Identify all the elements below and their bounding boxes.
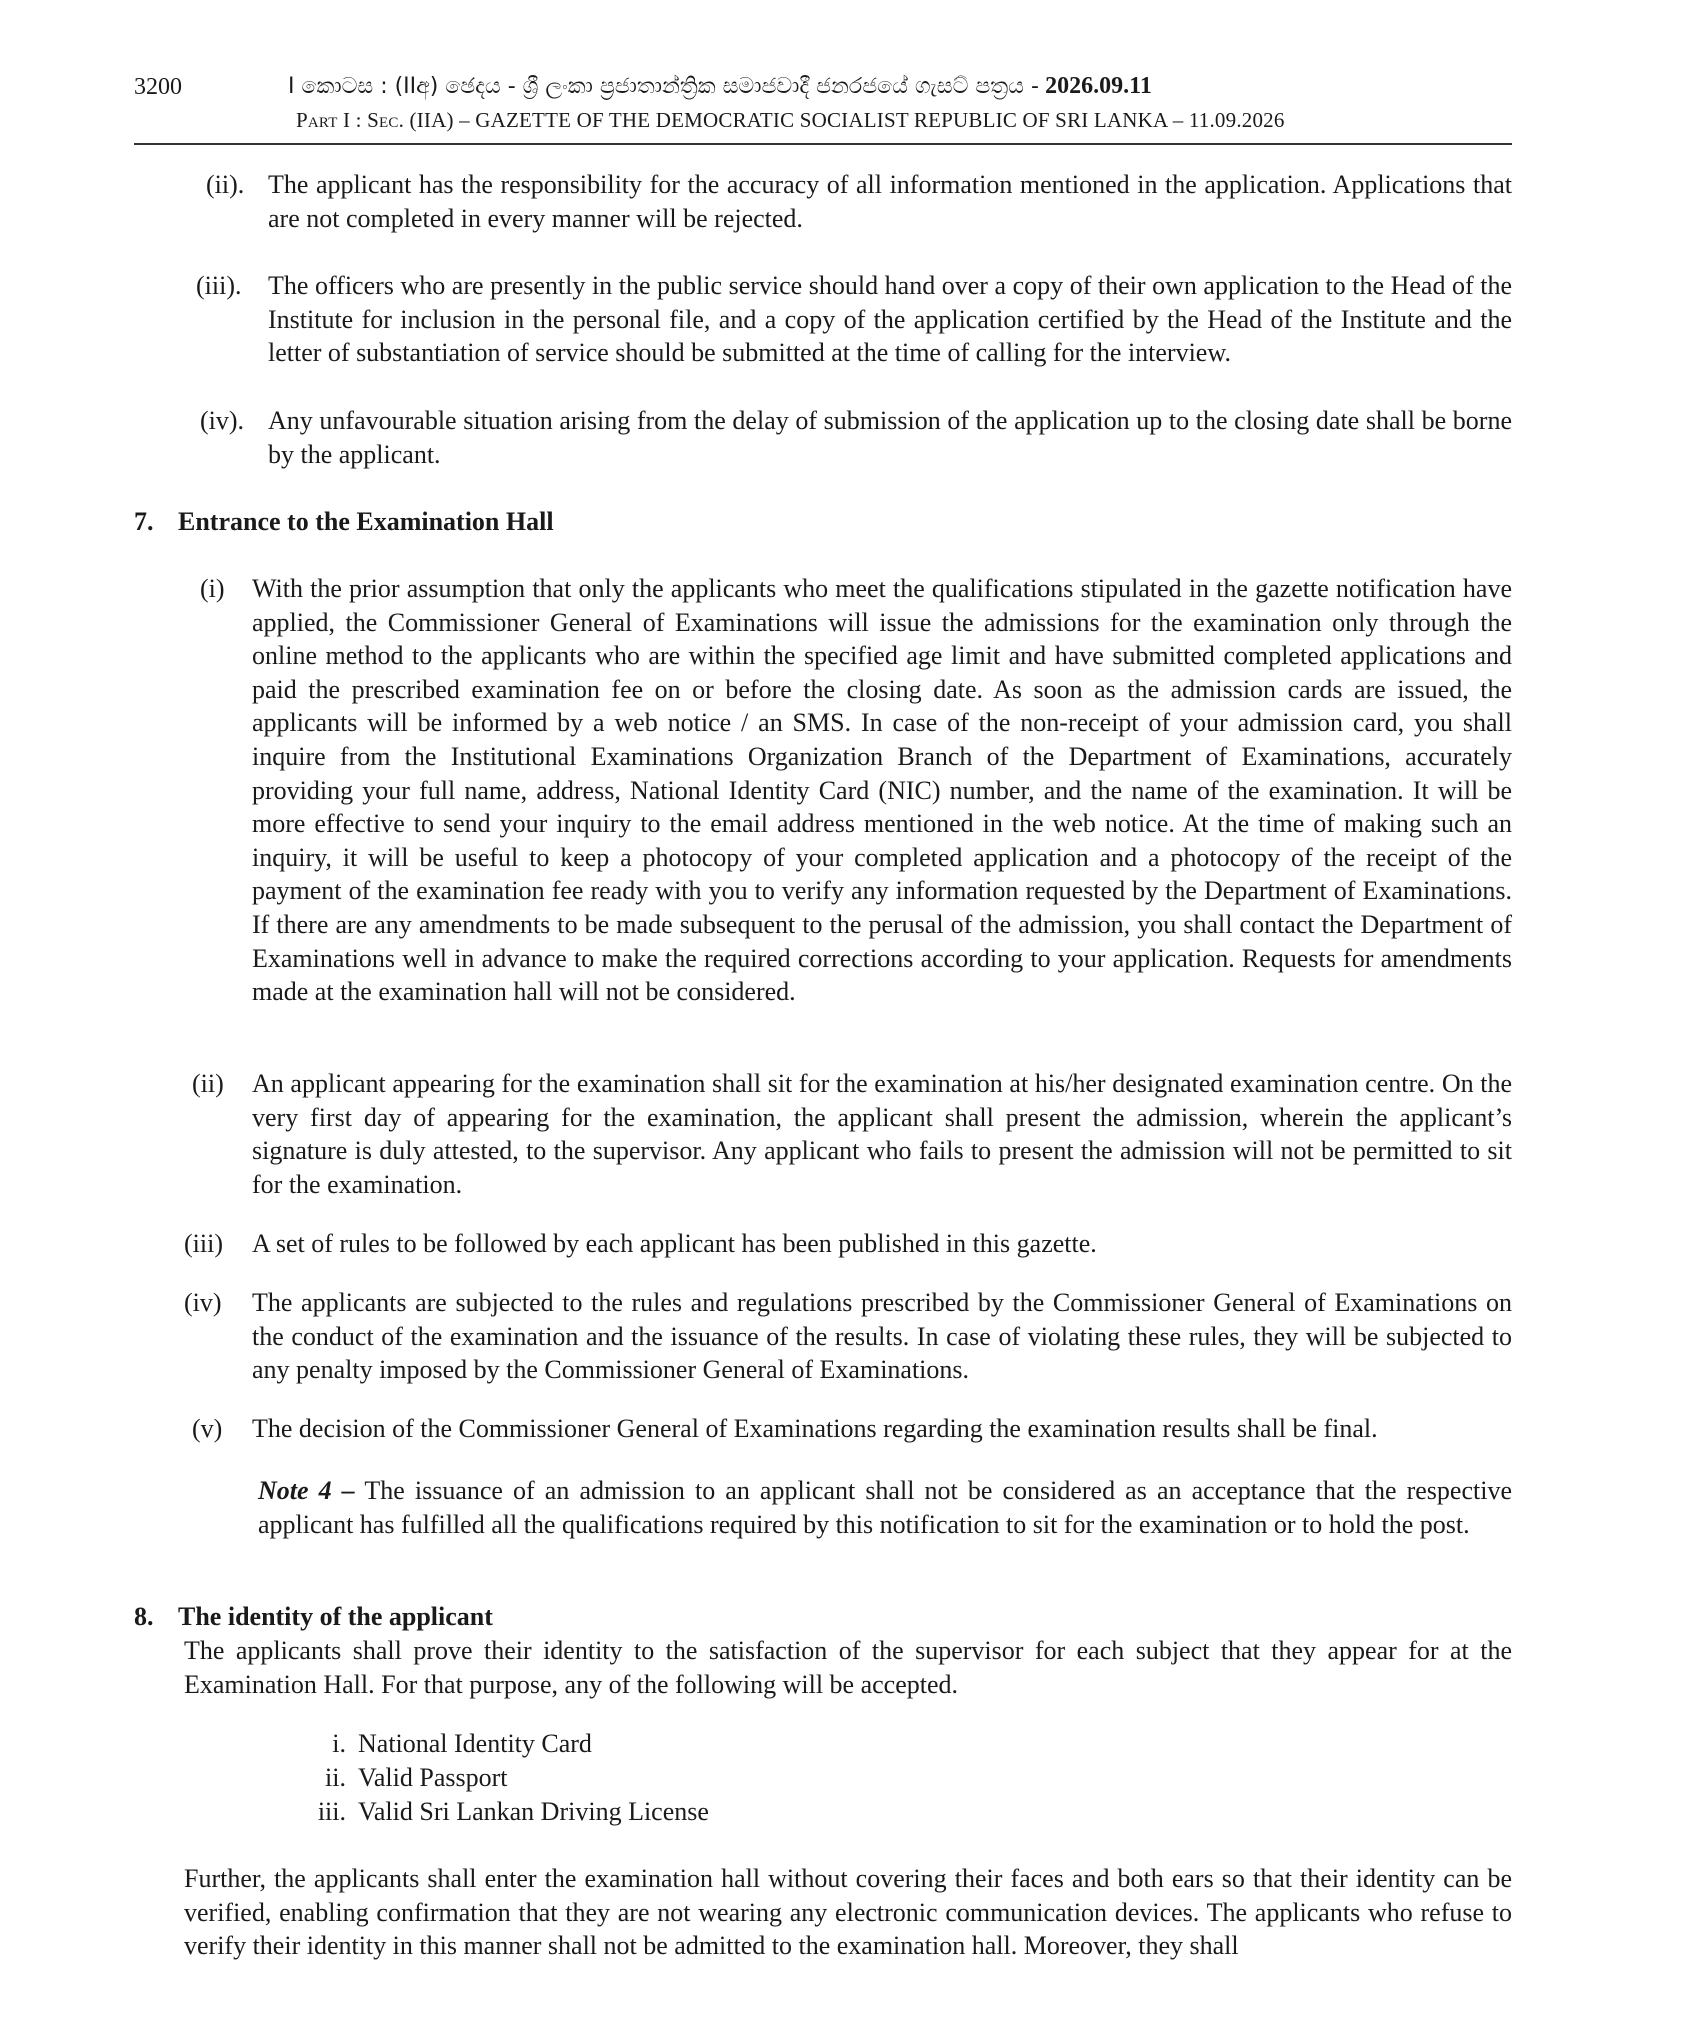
item-number: (iv) xyxy=(184,1288,222,1317)
item-number: (v) xyxy=(192,1414,223,1443)
english-title: (IIA) – GAZETTE OF THE DEMOCRATIC SOCIALIST REPUBLIC OF SRI LANKA – 11.09.2026 xyxy=(409,108,1285,132)
item-text: A set of rules to be followed by each applicant has been published in this gazette. xyxy=(252,1229,1097,1258)
list-item xyxy=(196,269,1512,370)
note-label: Note 4 – xyxy=(258,1476,355,1505)
gazette-header-english xyxy=(296,108,1356,133)
list-item xyxy=(190,1412,1512,1446)
list-item xyxy=(196,404,1512,472)
item-text: National Identity Card xyxy=(358,1729,592,1758)
item-text: The applicant has the responsibility for the accuracy of all information mentioned in the application. Applications that are not completed in every manner will be rejected. xyxy=(268,170,1512,233)
list-item xyxy=(184,1227,1512,1261)
item-number: ii. xyxy=(325,1763,346,1792)
item-number: iii. xyxy=(317,1797,346,1826)
item-text: Valid Sri Lankan Driving License xyxy=(358,1797,709,1826)
item-number: (i) xyxy=(200,574,225,603)
item-text: Valid Passport xyxy=(358,1763,508,1792)
item-text: The officers who are presently in the public service should hand over a copy of their own application to the Head of the Institute for inclusion in the personal file, and a copy of the application certified by the Head of the Institute and the letter of substantiation of service should be submitted at the time of calling for the interview. xyxy=(268,271,1512,368)
item-number: (iv). xyxy=(200,406,245,435)
section-number: 8. xyxy=(134,1602,154,1631)
section-number: 7. xyxy=(134,507,154,536)
list-item xyxy=(300,1727,592,1761)
note-paragraph xyxy=(258,1474,1512,1541)
list-item xyxy=(300,1761,508,1795)
list-item xyxy=(190,572,1512,1042)
item-number: i. xyxy=(332,1729,346,1758)
list-item xyxy=(300,1795,709,1829)
section-title: Entrance to the Examination Hall xyxy=(178,507,554,536)
item-text: The applicants are subjected to the rules and regulations prescribed by the Commissioner General of Examinations on the conduct of the examination and the issuance of the results. In case of violating these rules, they will be subjected to any penalty imposed by the Commissioner General of Examinations. xyxy=(252,1288,1512,1385)
list-item xyxy=(190,1067,1512,1202)
item-text: The decision of the Commissioner General of Examinations regarding the examination results shall be final. xyxy=(252,1414,1378,1443)
item-number: (iii) xyxy=(184,1229,223,1258)
item-number: (iii). xyxy=(196,271,242,300)
gazette-header-sinhala xyxy=(288,72,1368,100)
item-number: (ii). xyxy=(206,170,245,199)
section-title: The identity of the applicant xyxy=(178,1602,493,1631)
part-label: Part I : Sec. xyxy=(296,108,405,132)
item-text: An applicant appearing for the examination shall sit for the examination at his/her designated examination centre. On the very first day of appearing for the examination, the applicant shall present the admission, wherein the applicant’s signature is duly attested, to the supervisor. Any applicant who fails to present the admission will not be permitted to sit for the examination. xyxy=(252,1069,1512,1199)
section-intro: The applicants shall prove their identity to the satisfaction of the supervisor for each subject that they appear for at the Examination Hall. For that purpose, any of the following will be accepted. xyxy=(184,1636,1512,1699)
sinhala-title: I කොටස : (IIඅ) ඡෙදය - ශ්‍රී ලංකා ප්‍රජාතාන්ත්‍රික සමාජවාදී ජනරජයේ ගැසට් පත්‍රය - xyxy=(288,74,1039,99)
item-number: (ii) xyxy=(192,1069,224,1098)
list-item xyxy=(196,168,1512,236)
list-item xyxy=(184,1286,1512,1387)
further-paragraph: Further, the applicants shall enter the examination hall without covering their faces and both ears so that their identity can be verified, enabling confirmation that they are not wearing any electronic communication devices. The applicants who refuse to verify their identity in this manner shall not be admitted to the examination hall. Moreover, they shall xyxy=(184,1864,1512,1961)
item-text: With the prior assumption that only the applicants who meet the qualifications stipulated in the gazette notification have applied, the Commissioner General of Examinations will issue the admissions for the examination only through the online method to the applicants who are within the specified age limit and have submitted completed applications and paid the prescribed examination fee on or before the closing date. As soon as the admission cards are issued, the applicants will be informed by a web notice / an SMS. In case of the non-receipt of your admission card, you shall inquire from the Institutional Examinations Organization Branch of the Department of Examinations, accurately providing your full name, address, National Identity Card (NIC) number, and the name of the examination. It will be more effective to send your inquiry to the email address mentioned in the web notice. At the time of making such an inquiry, it will be useful to keep a photocopy of your completed application and a photocopy of the receipt of the payment of the examination fee ready with you to verify any information requested by the Department of Examinations. If there are any amendments to be made subsequent to the perusal of the admission, you shall contact the Department of Examinations well in advance to make the required corrections according to your application. Requests for amendments made at the examination hall will not be considered. xyxy=(252,574,1512,1007)
sinhala-date: 2026.09.11 xyxy=(1045,73,1152,99)
header-divider xyxy=(134,143,1512,145)
note-text: The issuance of an admission to an applicant shall not be considered as an acceptance that the respective applicant has fulfilled all the qualifications required by this notification to sit for the examination or to hold the post. xyxy=(258,1476,1512,1539)
page-number: 3200 xyxy=(134,74,182,100)
section-heading xyxy=(134,505,554,539)
item-text: Any unfavourable situation arising from the delay of submission of the application up to the closing date shall be borne by the applicant. xyxy=(268,406,1512,469)
section-heading xyxy=(134,1600,493,1634)
